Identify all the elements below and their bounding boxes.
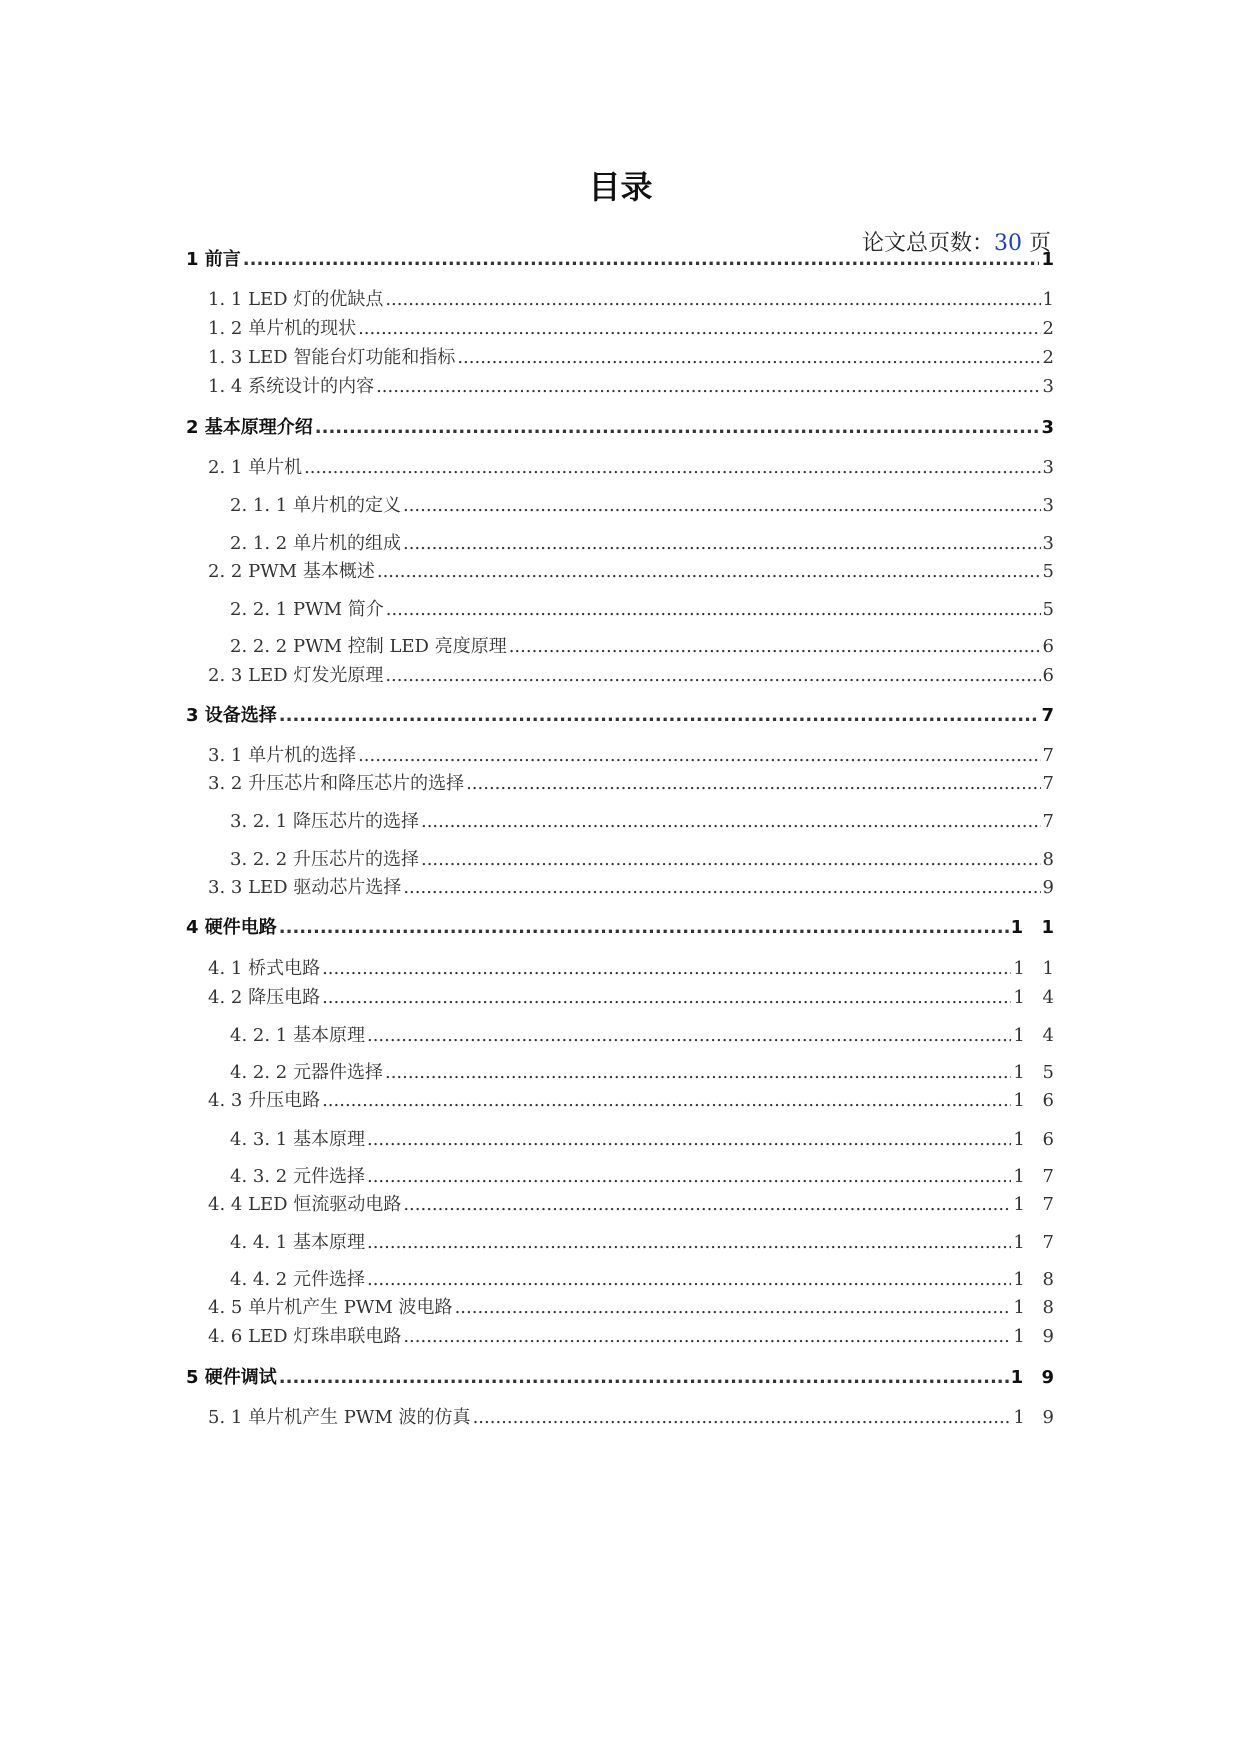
toc-entry-page: 3 [1041, 417, 1060, 438]
toc-leader-dots [358, 745, 1040, 766]
toc-entry-page: 1 7 [1013, 1232, 1060, 1253]
toc-entry-level-1[interactable] [186, 245, 1060, 271]
toc-leader-dots [466, 773, 1040, 794]
toc-entry-level-2[interactable] [208, 873, 1060, 899]
toc-entry-level-3[interactable] [230, 595, 1060, 621]
toc-entry-page: 1 1 [1010, 917, 1060, 938]
toc-entry-label: 4. 3 升压电路 [208, 1090, 321, 1111]
page-title: 目录 [588, 168, 653, 206]
toc-entry-level-3[interactable] [230, 529, 1060, 555]
toc-leader-dots [367, 1166, 1011, 1187]
toc-entry-page: 3 [1042, 457, 1060, 478]
toc-leader-dots [455, 1297, 1012, 1318]
toc-entry-page: 1 4 [1013, 987, 1060, 1008]
toc-leader-dots [376, 376, 1040, 397]
toc-entry-level-1[interactable] [186, 1363, 1060, 1389]
page-count-value: 30 [993, 231, 1022, 256]
toc-entry-label: 4. 5 单片机产生 PWM 波电路 [208, 1297, 453, 1318]
toc-entry-page: 5 [1042, 599, 1060, 620]
toc-entry-page: 1 [1042, 289, 1060, 310]
toc-entry-page: 1 8 [1013, 1269, 1060, 1290]
toc-entry-level-2[interactable] [208, 983, 1060, 1009]
toc-entry-label: 4. 1 桥式电路 [208, 958, 321, 979]
toc-entry-page: 1 6 [1013, 1129, 1060, 1150]
toc-entry-page: 6 [1042, 636, 1060, 657]
toc-entry-page: 1 [1041, 249, 1060, 270]
toc-entry-level-3[interactable] [230, 1125, 1060, 1151]
toc-entry-level-2[interactable] [208, 343, 1060, 369]
toc-leader-dots [385, 289, 1040, 310]
toc-leader-dots [279, 917, 1009, 938]
page-count-prefix: 论文总页数： [861, 231, 994, 256]
toc-entry-level-3[interactable] [230, 632, 1060, 658]
toc-entry-page: 3 [1042, 533, 1060, 554]
toc-entry-label: 2 基本原理介绍 [186, 417, 313, 438]
toc-entry-label: 4. 4. 1 基本原理 [230, 1232, 365, 1253]
toc-entry-label: 1. 4 系统设计的内容 [208, 376, 375, 397]
toc-entry-label: 5 硬件调试 [186, 1367, 277, 1388]
toc-leader-dots [385, 665, 1040, 686]
toc-leader-dots [367, 1025, 1011, 1046]
toc-leader-dots [509, 636, 1041, 657]
toc-entry-label: 1 前言 [186, 249, 241, 270]
toc-entry-label: 3. 2. 1 降压芯片的选择 [230, 811, 419, 832]
toc-entry-page: 2 [1042, 347, 1060, 368]
toc-entry-label: 2. 2. 1 PWM 简介 [230, 599, 384, 620]
toc-entry-label: 4. 4. 2 元件选择 [230, 1269, 365, 1290]
toc-leader-dots [386, 599, 1041, 620]
toc-leader-dots [322, 1090, 1011, 1111]
toc-entry-level-3[interactable] [230, 1265, 1060, 1291]
toc-entry-level-2[interactable] [208, 769, 1060, 795]
toc-leader-dots [367, 1269, 1011, 1290]
toc-entry-label: 1. 3 LED 智能台灯功能和指标 [208, 347, 456, 368]
toc-leader-dots [304, 457, 1040, 478]
toc-entry-label: 4. 4 LED 恒流驱动电路 [208, 1194, 402, 1215]
toc-entry-level-1[interactable] [186, 701, 1060, 727]
toc-leader-dots [322, 958, 1011, 979]
toc-entry-level-2[interactable] [208, 1293, 1060, 1319]
toc-entry-level-3[interactable] [230, 491, 1060, 517]
toc-leader-dots [367, 1232, 1011, 1253]
toc-entry-level-3[interactable] [230, 1058, 1060, 1084]
toc-entry-page: 1 9 [1010, 1367, 1060, 1388]
toc-entry-level-2[interactable] [208, 1190, 1060, 1216]
toc-leader-dots [322, 987, 1011, 1008]
toc-entry-label: 3. 3 LED 驱动芯片选择 [208, 877, 402, 898]
toc-leader-dots [473, 1407, 1012, 1428]
toc-entry-page: 1 9 [1013, 1407, 1060, 1428]
toc-entry-label: 5. 1 单片机产生 PWM 波的仿真 [208, 1407, 471, 1428]
toc-entry-level-2[interactable] [208, 1086, 1060, 1112]
toc-entry-page: 6 [1042, 665, 1060, 686]
toc-entry-level-2[interactable] [208, 1403, 1060, 1429]
toc-entry-page: 9 [1042, 877, 1060, 898]
toc-entry-page: 7 [1041, 705, 1060, 726]
toc-entry-page: 1 6 [1013, 1090, 1060, 1111]
toc-entry-page: 3 [1042, 495, 1060, 516]
toc-entry-label: 4. 3. 2 元件选择 [230, 1166, 365, 1187]
toc-leader-dots [421, 849, 1041, 870]
toc-entry-label: 3 设备选择 [186, 705, 277, 726]
toc-entry-label: 4. 2 降压电路 [208, 987, 321, 1008]
toc-entry-label: 2. 1. 1 单片机的定义 [230, 495, 401, 516]
toc-entry-level-1[interactable] [186, 913, 1060, 939]
toc-leader-dots [403, 1326, 1011, 1347]
toc-entry-level-1[interactable] [186, 413, 1060, 439]
toc-entry-level-3[interactable] [230, 807, 1060, 833]
toc-entry-label: 2. 2 PWM 基本概述 [208, 561, 375, 582]
toc-entry-label: 4. 2. 2 元器件选择 [230, 1062, 383, 1083]
toc-entry-level-2[interactable] [208, 314, 1060, 340]
toc-leader-dots [385, 1062, 1011, 1083]
toc-entry-label: 2. 1. 2 单片机的组成 [230, 533, 401, 554]
toc-entry-level-2[interactable] [208, 741, 1060, 767]
toc-entry-page: 2 [1042, 318, 1060, 339]
toc-entry-level-3[interactable] [230, 1021, 1060, 1047]
toc-entry-label: 4 硬件电路 [186, 917, 277, 938]
toc-leader-dots [367, 1129, 1011, 1150]
toc-leader-dots [243, 249, 1040, 270]
toc-entry-label: 4. 3. 1 基本原理 [230, 1129, 365, 1150]
toc-entry-page: 7 [1042, 811, 1060, 832]
toc-leader-dots [457, 347, 1040, 368]
page-count-suffix: 页 [1028, 231, 1051, 256]
toc-leader-dots [358, 318, 1040, 339]
toc-leader-dots [315, 417, 1040, 438]
toc-entry-page: 3 [1042, 376, 1060, 397]
toc-entry-label: 1. 2 单片机的现状 [208, 318, 357, 339]
toc-entry-level-2[interactable] [208, 453, 1060, 479]
toc-entry-label: 4. 6 LED 灯珠串联电路 [208, 1326, 402, 1347]
toc-entry-page: 7 [1042, 773, 1060, 794]
toc-leader-dots [279, 1367, 1009, 1388]
toc-entry-page: 1 7 [1013, 1166, 1060, 1187]
toc-entry-page: 1 5 [1013, 1062, 1060, 1083]
toc-entry-page: 5 [1042, 561, 1060, 582]
toc-leader-dots [377, 561, 1041, 582]
toc-entry-level-3[interactable] [230, 845, 1060, 871]
toc-entry-level-2[interactable] [208, 372, 1060, 398]
toc-entry-level-2[interactable] [208, 661, 1060, 687]
toc-leader-dots [279, 705, 1040, 726]
toc-entry-level-2[interactable] [208, 557, 1060, 583]
toc-entry-label: 2. 1 单片机 [208, 457, 303, 478]
toc-entry-label: 3. 1 单片机的选择 [208, 745, 357, 766]
toc-entry-page: 1 4 [1013, 1025, 1060, 1046]
toc-leader-dots [403, 877, 1040, 898]
toc-entry-page: 7 [1042, 745, 1060, 766]
toc-entry-label: 3. 2. 2 升压芯片的选择 [230, 849, 419, 870]
toc-entry-level-2[interactable] [208, 285, 1060, 311]
toc-entry-level-3[interactable] [230, 1228, 1060, 1254]
toc-entry-page: 1 9 [1013, 1326, 1060, 1347]
toc-leader-dots [403, 1194, 1011, 1215]
toc-entry-level-2[interactable] [208, 1322, 1060, 1348]
toc-entry-label: 1. 1 LED 灯的优缺点 [208, 289, 384, 310]
toc-entry-page: 1 1 [1013, 958, 1060, 979]
toc-entry-page: 1 7 [1013, 1194, 1060, 1215]
toc-entry-page: 8 [1042, 849, 1060, 870]
toc-entry-page: 1 8 [1013, 1297, 1060, 1318]
toc-entry-level-2[interactable] [208, 954, 1060, 980]
toc-entry-level-3[interactable] [230, 1162, 1060, 1188]
toc-entry-label: 4. 2. 1 基本原理 [230, 1025, 365, 1046]
toc-entry-label: 2. 2. 2 PWM 控制 LED 亮度原理 [230, 636, 507, 657]
toc-leader-dots [403, 495, 1041, 516]
toc-leader-dots [403, 533, 1041, 554]
toc-entry-label: 2. 3 LED 灯发光原理 [208, 665, 384, 686]
toc-entry-label: 3. 2 升压芯片和降压芯片的选择 [208, 773, 465, 794]
toc-leader-dots [421, 811, 1041, 832]
